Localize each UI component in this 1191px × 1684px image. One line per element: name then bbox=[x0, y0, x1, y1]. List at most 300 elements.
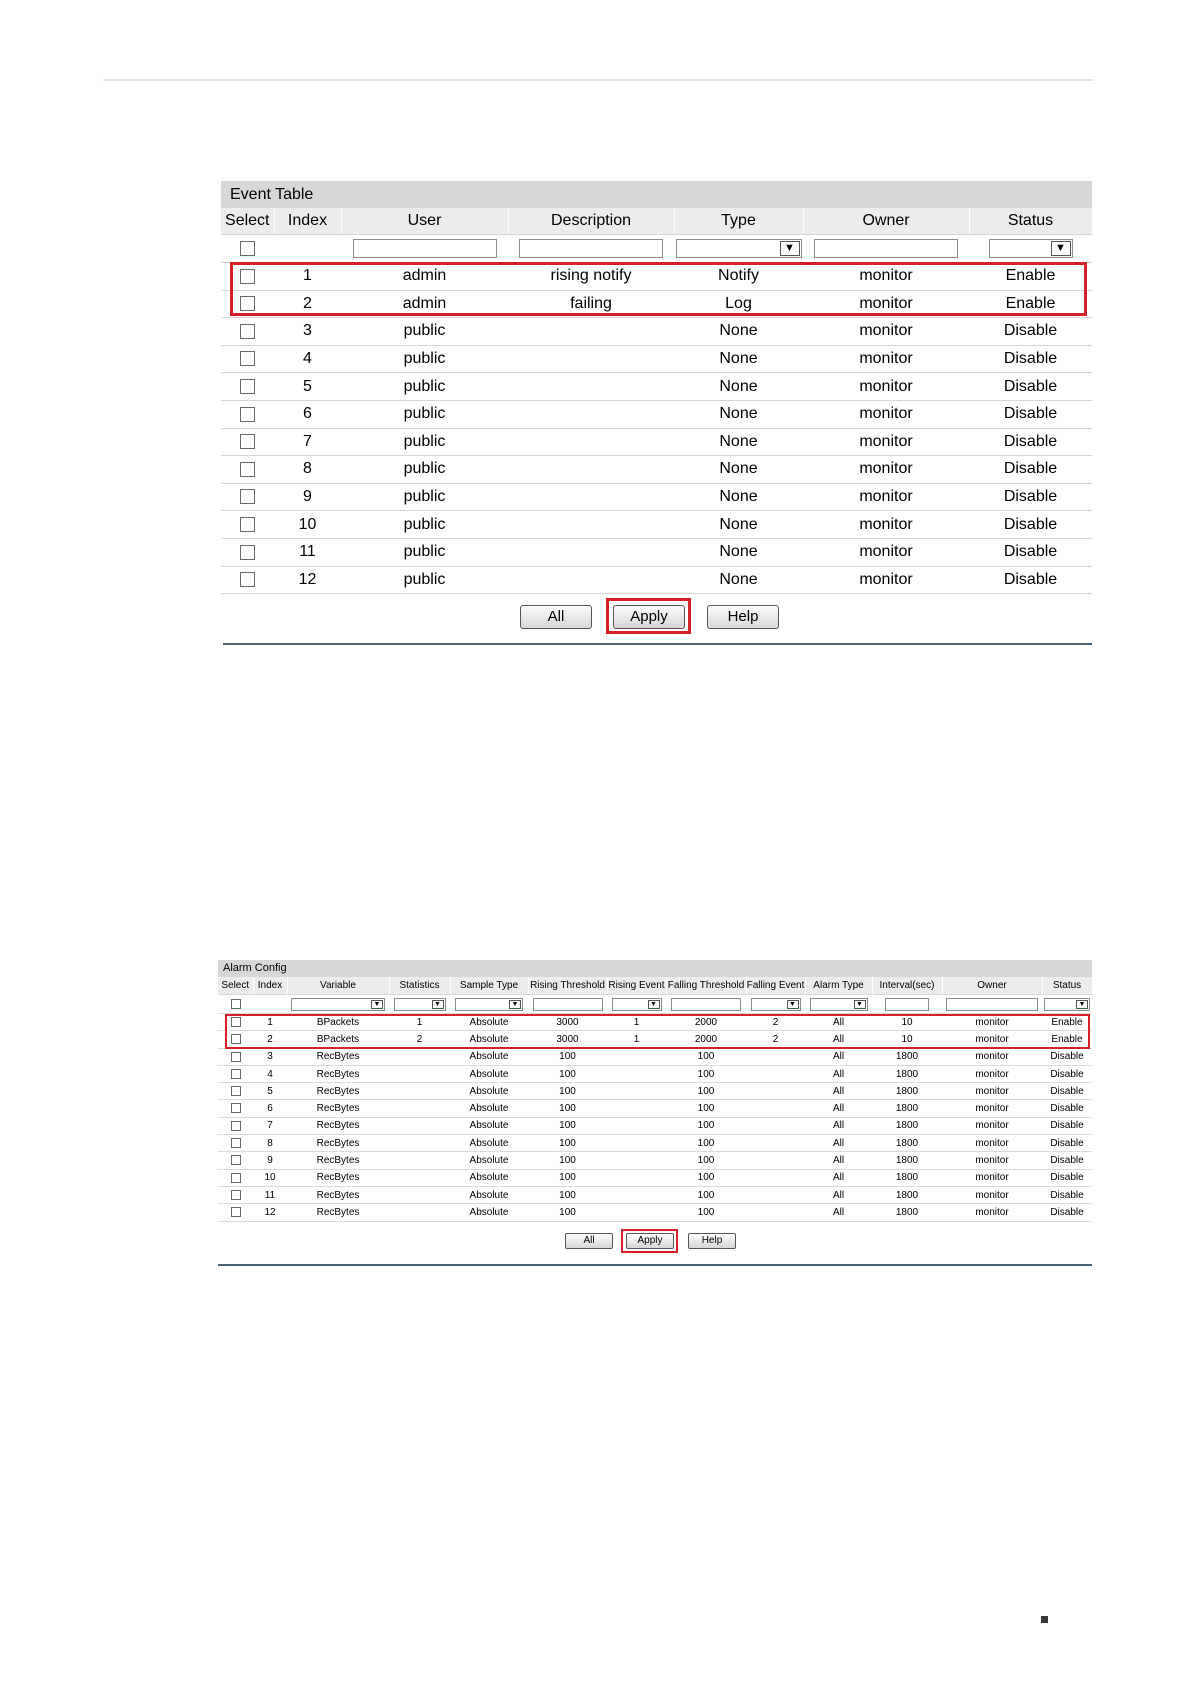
cell-type: None bbox=[674, 373, 803, 401]
cell-owner: monitor bbox=[803, 400, 969, 428]
interval-filter-input[interactable] bbox=[885, 998, 929, 1011]
cell-interval: 1800 bbox=[872, 1186, 942, 1203]
row-select-checkbox[interactable] bbox=[240, 545, 255, 560]
statistics-filter-select[interactable] bbox=[394, 998, 446, 1011]
cell-owner: monitor bbox=[942, 1065, 1042, 1082]
event-table-header-row bbox=[221, 208, 1092, 235]
cell-status: Disable bbox=[969, 373, 1092, 401]
cell-alarm-type: All bbox=[805, 1014, 872, 1031]
cell-alarm-type: All bbox=[805, 1048, 872, 1065]
page-top-rule bbox=[103, 79, 1093, 81]
alarm-config-title: Alarm Config bbox=[218, 960, 1092, 977]
row-select-checkbox[interactable] bbox=[240, 462, 255, 477]
table-row bbox=[218, 1186, 1092, 1203]
cell-index: 4 bbox=[253, 1065, 287, 1082]
cell-sample-type: Absolute bbox=[450, 1169, 528, 1186]
cell-type: None bbox=[674, 456, 803, 484]
cell-sample-type: Absolute bbox=[450, 1083, 528, 1100]
cell-index: 1 bbox=[253, 1014, 287, 1031]
panel-divider bbox=[223, 643, 1092, 645]
cell-falling-event bbox=[746, 1117, 805, 1134]
cell-alarm-type: All bbox=[805, 1100, 872, 1117]
cell-rising-event bbox=[607, 1083, 666, 1100]
cell-rising-event bbox=[607, 1135, 666, 1152]
event-table-filter-row bbox=[221, 235, 1092, 263]
col-header-index: Index bbox=[274, 208, 341, 235]
col-header-variable: Variable bbox=[287, 977, 389, 995]
cell-status: Enable bbox=[969, 290, 1092, 318]
cell-status: Disable bbox=[969, 456, 1092, 484]
cell-interval: 1800 bbox=[872, 1117, 942, 1134]
table-row bbox=[221, 456, 1092, 484]
cell-rising-threshold: 100 bbox=[528, 1169, 607, 1186]
description-filter-input[interactable] bbox=[519, 239, 663, 258]
table-row bbox=[218, 1169, 1092, 1186]
cell-index: 8 bbox=[253, 1135, 287, 1152]
row-select-checkbox[interactable] bbox=[231, 1173, 241, 1183]
cell-statistics bbox=[389, 1135, 450, 1152]
table-row bbox=[218, 1048, 1092, 1065]
cell-variable: RecBytes bbox=[287, 1100, 389, 1117]
cell-owner: monitor bbox=[942, 1152, 1042, 1169]
cell-owner: monitor bbox=[803, 428, 969, 456]
cell-falling-threshold: 100 bbox=[666, 1186, 746, 1203]
cell-sample-type: Absolute bbox=[450, 1048, 528, 1065]
col-header-sample-type: Sample Type bbox=[450, 977, 528, 995]
cell-interval: 1800 bbox=[872, 1204, 942, 1221]
table-row bbox=[221, 538, 1092, 566]
cell-interval: 10 bbox=[872, 1031, 942, 1048]
cell-statistics bbox=[389, 1048, 450, 1065]
cell-rising-threshold: 100 bbox=[528, 1083, 607, 1100]
cell-status: Disable bbox=[969, 483, 1092, 511]
cell-status: Disable bbox=[969, 318, 1092, 346]
row-select-checkbox[interactable] bbox=[231, 1155, 241, 1165]
cell-falling-threshold: 100 bbox=[666, 1152, 746, 1169]
row-select-checkbox[interactable] bbox=[231, 1190, 241, 1200]
cell-statistics bbox=[389, 1152, 450, 1169]
table-row bbox=[218, 1135, 1092, 1152]
cell-status: Disable bbox=[969, 566, 1092, 594]
cell-description bbox=[508, 456, 674, 484]
cell-user: public bbox=[341, 511, 508, 539]
sample-type-filter-select[interactable] bbox=[455, 998, 523, 1011]
cell-statistics bbox=[389, 1204, 450, 1221]
cell-sample-type: Absolute bbox=[450, 1117, 528, 1134]
cell-alarm-type: All bbox=[805, 1186, 872, 1203]
cell-status: Disable bbox=[969, 345, 1092, 373]
cell-index: 12 bbox=[253, 1204, 287, 1221]
cell-statistics bbox=[389, 1169, 450, 1186]
table-row bbox=[221, 318, 1092, 346]
cell-rising-event bbox=[607, 1169, 666, 1186]
cell-owner: monitor bbox=[803, 456, 969, 484]
cell-owner: monitor bbox=[803, 263, 969, 291]
cell-status: Disable bbox=[1042, 1100, 1092, 1117]
highlight-rows-box bbox=[225, 1014, 1090, 1049]
cell-owner: monitor bbox=[942, 1204, 1042, 1221]
cell-user: public bbox=[341, 345, 508, 373]
cell-variable: RecBytes bbox=[287, 1065, 389, 1082]
cell-owner: monitor bbox=[803, 511, 969, 539]
col-header-statistics: Statistics bbox=[389, 977, 450, 995]
chevron-down-icon: ▼ bbox=[1051, 241, 1071, 256]
status-filter-select[interactable] bbox=[989, 239, 1073, 258]
rising-threshold-filter-input[interactable] bbox=[533, 998, 603, 1011]
col-header-rising-event: Rising Event bbox=[607, 977, 666, 995]
highlight-rows-box bbox=[230, 262, 1087, 316]
cell-sample-type: Absolute bbox=[450, 1135, 528, 1152]
cell-status: Enable bbox=[1042, 1031, 1092, 1048]
cell-falling-threshold: 2000 bbox=[666, 1014, 746, 1031]
cell-type: None bbox=[674, 318, 803, 346]
row-select-checkbox[interactable] bbox=[231, 1069, 241, 1079]
all-button[interactable]: All bbox=[565, 1233, 613, 1249]
cell-index: 4 bbox=[274, 345, 341, 373]
cell-falling-threshold: 100 bbox=[666, 1065, 746, 1082]
cell-rising-threshold: 100 bbox=[528, 1135, 607, 1152]
cell-status: Disable bbox=[969, 511, 1092, 539]
cell-status: Disable bbox=[1042, 1117, 1092, 1134]
cell-falling-event bbox=[746, 1083, 805, 1100]
cell-alarm-type: All bbox=[805, 1204, 872, 1221]
row-select-checkbox[interactable] bbox=[231, 1138, 241, 1148]
chevron-down-icon: ▼ bbox=[648, 1000, 660, 1009]
alarm-config-filter-row bbox=[218, 995, 1092, 1014]
rising-event-filter-select[interactable] bbox=[612, 998, 662, 1011]
chevron-down-icon: ▼ bbox=[787, 1000, 799, 1009]
row-select-checkbox[interactable] bbox=[231, 1086, 241, 1096]
cell-rising-threshold: 3000 bbox=[528, 1014, 607, 1031]
col-header-interval: Interval(sec) bbox=[872, 977, 942, 995]
col-header-select: Select bbox=[221, 208, 274, 235]
cell-falling-threshold: 100 bbox=[666, 1117, 746, 1134]
user-filter-input[interactable] bbox=[353, 239, 497, 258]
cell-status: Disable bbox=[1042, 1169, 1092, 1186]
cell-index: 1 bbox=[274, 263, 341, 291]
cell-index: 2 bbox=[274, 290, 341, 318]
cell-description: rising notify bbox=[508, 263, 674, 291]
cell-rising-threshold: 100 bbox=[528, 1152, 607, 1169]
cell-index: 6 bbox=[274, 400, 341, 428]
row-select-checkbox[interactable] bbox=[240, 324, 255, 339]
cell-falling-event bbox=[746, 1204, 805, 1221]
cell-alarm-type: All bbox=[805, 1135, 872, 1152]
cell-rising-event bbox=[607, 1152, 666, 1169]
cell-falling-event bbox=[746, 1135, 805, 1152]
col-header-rising-threshold: Rising Threshold bbox=[528, 977, 607, 995]
table-row bbox=[221, 373, 1092, 401]
table-row bbox=[218, 1065, 1092, 1082]
cell-interval: 1800 bbox=[872, 1065, 942, 1082]
cell-rising-event bbox=[607, 1065, 666, 1082]
cell-variable: RecBytes bbox=[287, 1117, 389, 1134]
cell-rising-threshold: 100 bbox=[528, 1048, 607, 1065]
col-header-index: Index bbox=[253, 977, 287, 995]
cell-interval: 1800 bbox=[872, 1135, 942, 1152]
cell-status: Disable bbox=[969, 428, 1092, 456]
cell-rising-event: 1 bbox=[607, 1031, 666, 1048]
chevron-down-icon: ▼ bbox=[1076, 1000, 1088, 1009]
cell-index: 3 bbox=[274, 318, 341, 346]
cell-user: admin bbox=[341, 263, 508, 291]
chevron-down-icon: ▼ bbox=[780, 241, 800, 256]
cell-status: Disable bbox=[1042, 1204, 1092, 1221]
row-select-checkbox[interactable] bbox=[240, 379, 255, 394]
cell-owner: monitor bbox=[803, 483, 969, 511]
col-header-owner: Owner bbox=[803, 208, 969, 235]
cell-rising-threshold: 100 bbox=[528, 1100, 607, 1117]
cell-user: public bbox=[341, 483, 508, 511]
cell-falling-event bbox=[746, 1169, 805, 1186]
cell-statistics bbox=[389, 1083, 450, 1100]
cell-falling-event bbox=[746, 1065, 805, 1082]
cell-user: public bbox=[341, 538, 508, 566]
table-row bbox=[218, 1117, 1092, 1134]
variable-filter-select[interactable] bbox=[291, 998, 385, 1011]
cell-variable: RecBytes bbox=[287, 1169, 389, 1186]
cell-rising-event bbox=[607, 1048, 666, 1065]
row-select-checkbox[interactable] bbox=[240, 572, 255, 587]
cell-statistics bbox=[389, 1100, 450, 1117]
falling-threshold-filter-input[interactable] bbox=[671, 998, 741, 1011]
cell-rising-event bbox=[607, 1117, 666, 1134]
cell-type: None bbox=[674, 566, 803, 594]
cell-description bbox=[508, 373, 674, 401]
page-corner-mark bbox=[1041, 1616, 1048, 1623]
table-row bbox=[221, 566, 1092, 594]
cell-falling-threshold: 100 bbox=[666, 1048, 746, 1065]
cell-type: None bbox=[674, 345, 803, 373]
cell-variable: RecBytes bbox=[287, 1152, 389, 1169]
table-row bbox=[218, 1152, 1092, 1169]
owner-filter-input[interactable] bbox=[814, 239, 958, 258]
cell-owner: monitor bbox=[942, 1083, 1042, 1100]
cell-description bbox=[508, 318, 674, 346]
alarm-type-filter-select[interactable] bbox=[810, 998, 868, 1011]
all-button[interactable]: All bbox=[520, 605, 592, 629]
row-select-checkbox[interactable] bbox=[231, 1207, 241, 1217]
cell-rising-threshold: 100 bbox=[528, 1186, 607, 1203]
cell-status: Disable bbox=[1042, 1048, 1092, 1065]
cell-falling-event bbox=[746, 1186, 805, 1203]
cell-type: None bbox=[674, 538, 803, 566]
cell-statistics: 1 bbox=[389, 1014, 450, 1031]
row-select-checkbox[interactable] bbox=[240, 434, 255, 449]
cell-type: Notify bbox=[674, 263, 803, 291]
cell-index: 10 bbox=[253, 1169, 287, 1186]
table-row bbox=[221, 483, 1092, 511]
col-header-status: Status bbox=[969, 208, 1092, 235]
cell-owner: monitor bbox=[942, 1135, 1042, 1152]
help-button[interactable]: Help bbox=[707, 605, 779, 629]
row-select-checkbox[interactable] bbox=[240, 489, 255, 504]
table-row bbox=[221, 400, 1092, 428]
cell-owner: monitor bbox=[803, 290, 969, 318]
select-all-checkbox[interactable] bbox=[240, 241, 255, 256]
col-header-type: Type bbox=[674, 208, 803, 235]
row-select-checkbox[interactable] bbox=[240, 351, 255, 366]
cell-owner: monitor bbox=[803, 318, 969, 346]
cell-description bbox=[508, 345, 674, 373]
cell-index: 5 bbox=[274, 373, 341, 401]
cell-type: None bbox=[674, 511, 803, 539]
owner-filter-input[interactable] bbox=[946, 998, 1038, 1011]
alarm-config-button-bar bbox=[218, 1228, 1092, 1258]
cell-description bbox=[508, 400, 674, 428]
cell-index: 10 bbox=[274, 511, 341, 539]
cell-description bbox=[508, 566, 674, 594]
cell-description bbox=[508, 428, 674, 456]
table-row bbox=[218, 1204, 1092, 1221]
cell-type: None bbox=[674, 400, 803, 428]
cell-description bbox=[508, 483, 674, 511]
cell-owner: monitor bbox=[942, 1014, 1042, 1031]
cell-falling-event: 2 bbox=[746, 1014, 805, 1031]
cell-alarm-type: All bbox=[805, 1083, 872, 1100]
cell-owner: monitor bbox=[803, 538, 969, 566]
cell-owner: monitor bbox=[942, 1100, 1042, 1117]
cell-user: public bbox=[341, 318, 508, 346]
type-filter-select[interactable] bbox=[676, 239, 802, 258]
status-filter-select[interactable] bbox=[1044, 998, 1090, 1011]
cell-description bbox=[508, 511, 674, 539]
table-row bbox=[218, 1083, 1092, 1100]
cell-type: Log bbox=[674, 290, 803, 318]
cell-index: 2 bbox=[253, 1031, 287, 1048]
row-select-checkbox[interactable] bbox=[231, 1121, 241, 1131]
cell-statistics bbox=[389, 1065, 450, 1082]
alarm-config-header-row bbox=[218, 977, 1092, 995]
row-select-checkbox[interactable] bbox=[240, 407, 255, 422]
cell-owner: monitor bbox=[803, 373, 969, 401]
cell-falling-event bbox=[746, 1100, 805, 1117]
cell-index: 11 bbox=[253, 1186, 287, 1203]
cell-type: None bbox=[674, 483, 803, 511]
cell-falling-threshold: 100 bbox=[666, 1135, 746, 1152]
falling-event-filter-select[interactable] bbox=[751, 998, 801, 1011]
cell-index: 5 bbox=[253, 1083, 287, 1100]
panel-divider bbox=[218, 1264, 1092, 1266]
cell-user: public bbox=[341, 566, 508, 594]
cell-sample-type: Absolute bbox=[450, 1204, 528, 1221]
col-header-user: User bbox=[341, 208, 508, 235]
chevron-down-icon: ▼ bbox=[371, 1000, 383, 1009]
cell-rising-event: 1 bbox=[607, 1014, 666, 1031]
cell-falling-threshold: 100 bbox=[666, 1204, 746, 1221]
select-all-checkbox[interactable] bbox=[231, 999, 241, 1009]
cell-owner: monitor bbox=[942, 1117, 1042, 1134]
cell-description: failing bbox=[508, 290, 674, 318]
cell-statistics bbox=[389, 1117, 450, 1134]
table-row bbox=[221, 428, 1092, 456]
row-select-checkbox[interactable] bbox=[240, 517, 255, 532]
cell-rising-threshold: 100 bbox=[528, 1117, 607, 1134]
cell-sample-type: Absolute bbox=[450, 1152, 528, 1169]
cell-status: Disable bbox=[1042, 1152, 1092, 1169]
cell-alarm-type: All bbox=[805, 1031, 872, 1048]
cell-index: 7 bbox=[253, 1117, 287, 1134]
cell-falling-threshold: 100 bbox=[666, 1169, 746, 1186]
col-header-falling-threshold: Falling Threshold bbox=[666, 977, 746, 995]
event-table-panel bbox=[221, 181, 1092, 625]
cell-status: Disable bbox=[969, 400, 1092, 428]
chevron-down-icon: ▼ bbox=[854, 1000, 866, 1009]
cell-variable: RecBytes bbox=[287, 1083, 389, 1100]
cell-alarm-type: All bbox=[805, 1152, 872, 1169]
table-row bbox=[221, 511, 1092, 539]
cell-status: Disable bbox=[1042, 1135, 1092, 1152]
row-select-checkbox[interactable] bbox=[231, 1052, 241, 1062]
cell-index: 9 bbox=[253, 1152, 287, 1169]
cell-variable: BPackets bbox=[287, 1014, 389, 1031]
cell-variable: RecBytes bbox=[287, 1204, 389, 1221]
col-header-owner: Owner bbox=[942, 977, 1042, 995]
cell-falling-event: 2 bbox=[746, 1031, 805, 1048]
cell-interval: 1800 bbox=[872, 1048, 942, 1065]
cell-falling-event bbox=[746, 1048, 805, 1065]
cell-user: public bbox=[341, 428, 508, 456]
cell-sample-type: Absolute bbox=[450, 1065, 528, 1082]
cell-owner: monitor bbox=[942, 1186, 1042, 1203]
cell-user: admin bbox=[341, 290, 508, 318]
cell-falling-threshold: 2000 bbox=[666, 1031, 746, 1048]
cell-interval: 1800 bbox=[872, 1169, 942, 1186]
table-row bbox=[218, 1100, 1092, 1117]
cell-status: Disable bbox=[1042, 1186, 1092, 1203]
cell-rising-threshold: 3000 bbox=[528, 1031, 607, 1048]
cell-index: 11 bbox=[274, 538, 341, 566]
apply-button[interactable]: Apply bbox=[613, 605, 685, 629]
col-header-select: Select bbox=[218, 977, 253, 995]
chevron-down-icon: ▼ bbox=[509, 1000, 521, 1009]
cell-sample-type: Absolute bbox=[450, 1186, 528, 1203]
cell-alarm-type: All bbox=[805, 1169, 872, 1186]
cell-statistics bbox=[389, 1186, 450, 1203]
apply-button[interactable]: Apply bbox=[626, 1233, 674, 1249]
cell-interval: 1800 bbox=[872, 1083, 942, 1100]
cell-sample-type: Absolute bbox=[450, 1014, 528, 1031]
help-button[interactable]: Help bbox=[688, 1233, 736, 1249]
table-row bbox=[221, 345, 1092, 373]
cell-variable: RecBytes bbox=[287, 1186, 389, 1203]
row-select-checkbox[interactable] bbox=[231, 1103, 241, 1113]
chevron-down-icon: ▼ bbox=[432, 1000, 444, 1009]
cell-index: 3 bbox=[253, 1048, 287, 1065]
cell-rising-threshold: 100 bbox=[528, 1065, 607, 1082]
cell-rising-event bbox=[607, 1100, 666, 1117]
cell-falling-threshold: 100 bbox=[666, 1100, 746, 1117]
cell-statistics: 2 bbox=[389, 1031, 450, 1048]
cell-sample-type: Absolute bbox=[450, 1031, 528, 1048]
col-header-status: Status bbox=[1042, 977, 1092, 995]
cell-owner: monitor bbox=[942, 1031, 1042, 1048]
cell-alarm-type: All bbox=[805, 1117, 872, 1134]
cell-type: None bbox=[674, 428, 803, 456]
cell-status: Disable bbox=[1042, 1083, 1092, 1100]
cell-alarm-type: All bbox=[805, 1065, 872, 1082]
col-header-description: Description bbox=[508, 208, 674, 235]
cell-index: 8 bbox=[274, 456, 341, 484]
cell-user: public bbox=[341, 373, 508, 401]
cell-owner: monitor bbox=[942, 1169, 1042, 1186]
cell-falling-event bbox=[746, 1152, 805, 1169]
cell-index: 6 bbox=[253, 1100, 287, 1117]
cell-interval: 1800 bbox=[872, 1152, 942, 1169]
cell-falling-threshold: 100 bbox=[666, 1083, 746, 1100]
cell-rising-threshold: 100 bbox=[528, 1204, 607, 1221]
col-header-falling-event: Falling Event bbox=[746, 977, 805, 995]
